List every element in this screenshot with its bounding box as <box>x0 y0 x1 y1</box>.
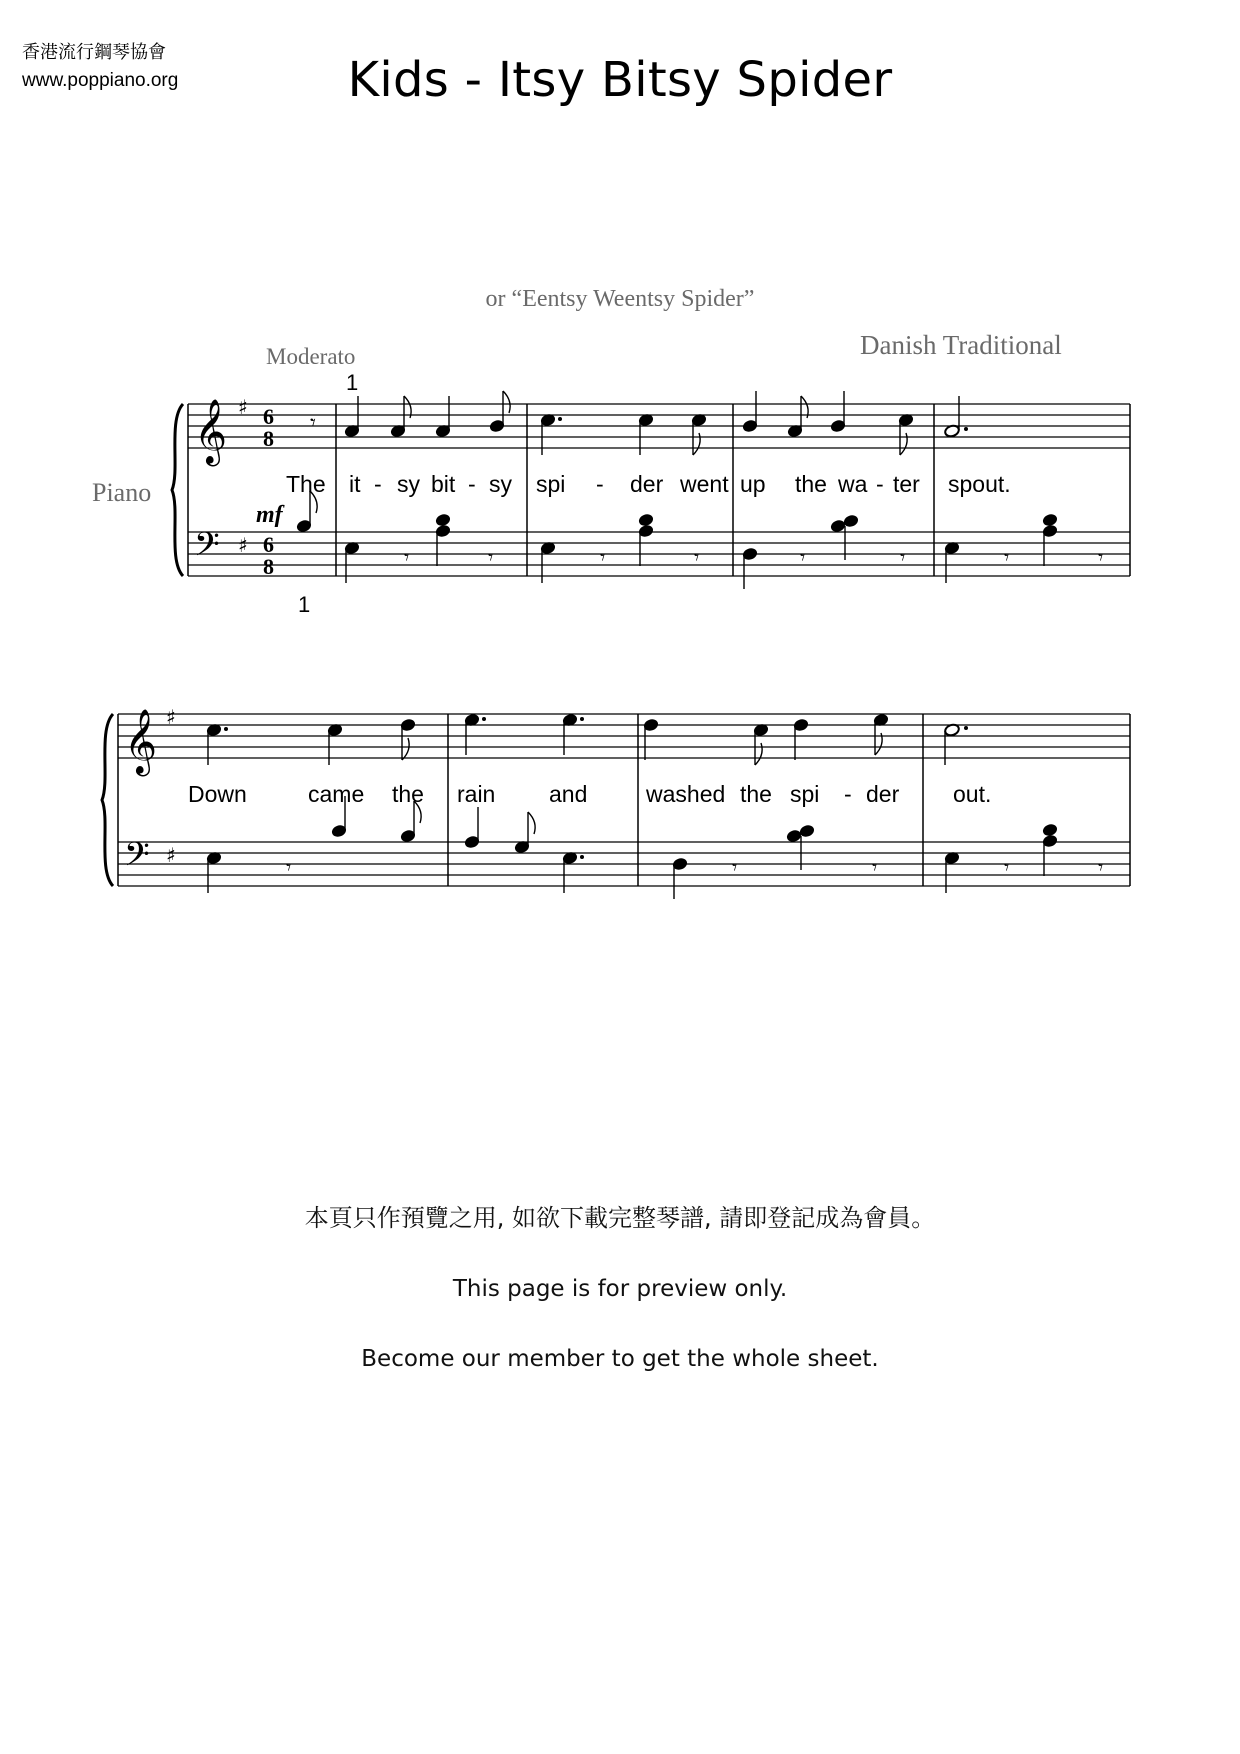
bass-staff-2 <box>118 842 1130 886</box>
lyric: and <box>549 781 588 807</box>
lyric: the <box>740 781 772 807</box>
bass-staff-1 <box>188 532 1130 576</box>
time-sig-bottom-bass: 8 <box>263 554 274 579</box>
lyric: rain <box>457 781 496 807</box>
preview-notice-line-2: Become our member to get the whole sheet. <box>361 1346 879 1372</box>
instrument-name: Piano <box>92 478 152 507</box>
brace-2 <box>102 714 113 886</box>
lyric: Down <box>188 781 247 807</box>
brace-1 <box>172 404 183 576</box>
svg-text:𝄾: 𝄾 <box>310 411 316 436</box>
svg-text:𝄾: 𝄾 <box>1004 855 1010 879</box>
svg-text:𝄾: 𝄾 <box>600 545 606 569</box>
lyric: - <box>468 471 476 497</box>
lyric: out. <box>953 781 992 807</box>
lyric: the <box>392 781 424 807</box>
lyric: - <box>876 471 884 497</box>
treble-clef: 𝄞 <box>124 709 158 774</box>
bass-clef: 𝄢 <box>124 836 150 882</box>
treble-staff-1 <box>188 404 1130 448</box>
svg-text:𝄾: 𝄾 <box>800 545 806 569</box>
lyric: came <box>308 781 365 807</box>
key-sharp-bass: ♯ <box>166 843 176 867</box>
dynamic-mf: mf <box>256 502 283 528</box>
lyric: spout. <box>948 471 1011 497</box>
lyric: wa <box>838 471 868 497</box>
tempo-marking: Moderato <box>266 344 356 369</box>
preview-notice-chinese: 本頁只作預覽之用, 如欲下載完整琴譜, 請即登記成為會員。 <box>304 1204 936 1232</box>
bass-notes-2 <box>206 796 1103 899</box>
key-sharp-treble: ♯ <box>166 705 176 729</box>
lyric: der <box>866 781 900 807</box>
key-sharp-bass: ♯ <box>238 533 248 557</box>
treble-notes-1 <box>310 391 968 455</box>
lyric: ter <box>893 471 920 497</box>
svg-text:𝄾: 𝄾 <box>900 545 906 569</box>
lyric: - <box>374 471 382 497</box>
svg-text:𝄾: 𝄾 <box>694 545 700 569</box>
bass-clef: 𝄢 <box>194 526 220 572</box>
lyric: sy <box>489 471 512 497</box>
svg-text:𝄾: 𝄾 <box>732 855 738 879</box>
lyric: washed <box>646 781 726 807</box>
svg-text:𝄾: 𝄾 <box>1098 855 1104 879</box>
time-sig-top: 6 <box>263 404 274 429</box>
svg-text:𝄾: 𝄾 <box>1004 545 1010 569</box>
key-sharp-treble: ♯ <box>238 395 248 419</box>
svg-text:𝄾: 𝄾 <box>1098 545 1104 569</box>
clefs-1 <box>194 395 274 579</box>
preview-notice-line-1: This page is for preview only. <box>452 1276 788 1302</box>
lyric: spi <box>790 781 820 807</box>
treble-notes-2 <box>206 713 968 765</box>
lyric: sy <box>397 471 420 497</box>
lyric: up <box>740 471 766 497</box>
lyric: The <box>286 471 326 497</box>
lyric: - <box>596 471 604 497</box>
clefs-2 <box>124 705 176 882</box>
subtitle: or “Eentsy Weentsy Spider” <box>485 286 755 312</box>
treble-staff-2 <box>118 714 1130 758</box>
bass-notes-1 <box>296 491 1103 589</box>
lyric: went <box>680 471 729 497</box>
lyrics-system-2 <box>188 781 991 807</box>
treble-clef: 𝄞 <box>194 399 228 464</box>
lyric: the <box>795 471 827 497</box>
lyric: it <box>349 471 361 497</box>
lyrics-system-1 <box>286 471 1011 497</box>
lyric: bit <box>431 471 456 497</box>
svg-text:𝄾: 𝄾 <box>404 545 410 569</box>
time-sig-top-bass: 6 <box>263 532 274 557</box>
page-title: Kids - Itsy Bitsy Spider <box>347 52 893 108</box>
fingering-bass: 1 <box>298 592 311 617</box>
site-name: 香港流行鋼琴協會 <box>22 42 166 63</box>
composer: Danish Traditional <box>860 330 1062 360</box>
lyric: spi <box>536 471 566 497</box>
time-sig-bottom: 8 <box>263 426 274 451</box>
svg-text:𝄾: 𝄾 <box>872 855 878 879</box>
lyric: der <box>630 471 664 497</box>
site-url[interactable]: www.poppiano.org <box>22 70 179 91</box>
svg-text:𝄾: 𝄾 <box>286 855 292 879</box>
fingering-treble: 1 <box>346 370 359 395</box>
lyric: - <box>844 781 852 807</box>
svg-text:𝄾: 𝄾 <box>488 545 494 569</box>
